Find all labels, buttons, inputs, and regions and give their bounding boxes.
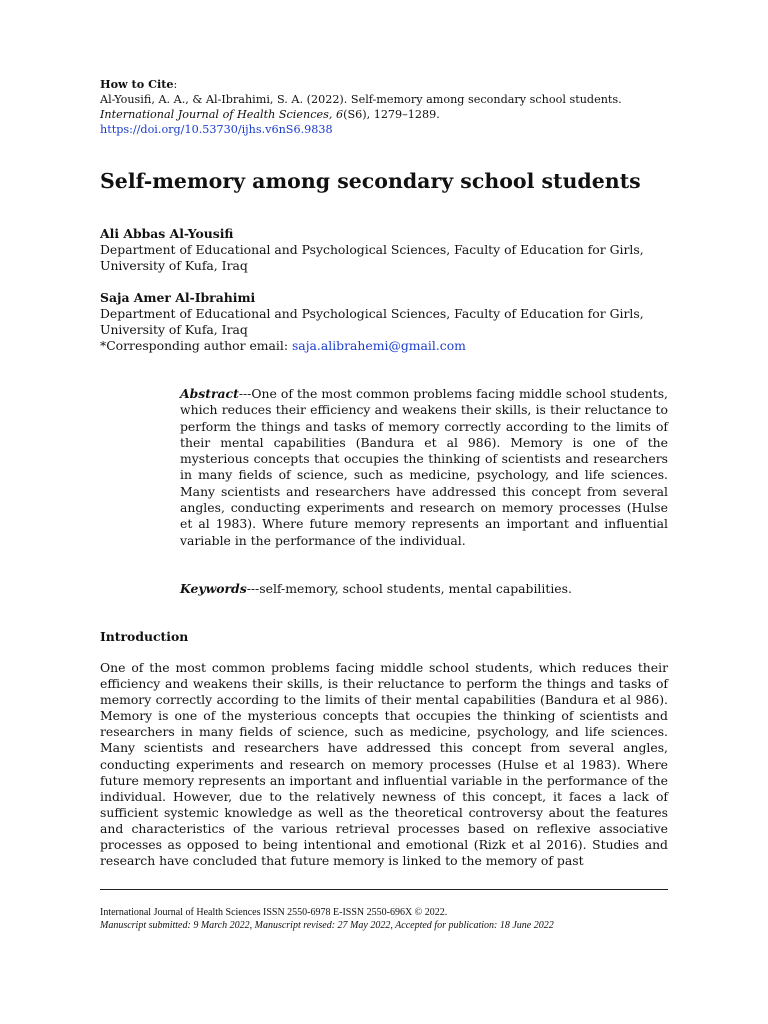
introduction-heading: Introduction: [100, 629, 189, 644]
citation-text: [100, 92, 668, 122]
footer-journal-line: International Journal of Health Sciences ISSN 2550-6978 E-ISSN 2550-696X © 2022.: [100, 907, 448, 918]
email-label: *Corresponding author email:: [100, 338, 292, 353]
abstract: [180, 386, 668, 549]
citation-issue-pages: (S6), 1279–1289.: [343, 108, 440, 121]
email-link[interactable]: saja.alibrahemi@gmail.com: [291, 338, 466, 353]
abstract-label: Abstract: [180, 386, 239, 401]
author-block-2: [100, 290, 670, 354]
keywords-text: ---self-memory, school students, mental capabilities.: [246, 581, 572, 596]
abstract-text: ---One of the most common problems facing middle school students, which reduces their efficiency and weakens their skills, is their reluctance to perform the things and tasks of memory correctly according to the limits of their mental capabilities (Bandura et al 986). Memory is one of the mysterious concepts that occupies the thinking of scientists and researchers in many fields of science, such as medicine, psychology, and life sciences. Many scientists and researchers have addressed this concept from several angles, conducting experiments and research on memory processes (Hulse et al 1983). Where future memory represents an important and influential variable in the performance of the individual.: [180, 386, 668, 548]
footer-dates-line: Manuscript submitted: 9 March 2022, Manuscript revised: 27 May 2022, Accepted for publication: 18 June 2022: [100, 920, 554, 931]
citation-authors-title: Al-Yousifi, A. A., & Al-Ibrahimi, S. A. (2022). Self-memory among secondary school students.: [100, 93, 622, 106]
paper-title: Self-memory among secondary school students: [100, 169, 641, 193]
page-footer: [100, 906, 700, 932]
footer-divider: [100, 889, 668, 890]
corresponding-email-line: [100, 338, 670, 354]
keywords-label: Keywords: [180, 581, 247, 596]
citation-journal: International Journal of Health Sciences, 6: [100, 108, 344, 121]
doi-link[interactable]: https://doi.org/10.53730/ijhs.v6nS6.9838: [100, 123, 333, 136]
author-name: Saja Amer Al-Ibrahimi: [100, 290, 256, 305]
author-block-1: [100, 226, 670, 274]
author-name: Ali Abbas Al-Yousifi: [100, 226, 234, 241]
keywords: [180, 581, 668, 597]
introduction-paragraph: One of the most common problems facing middle school students, which reduces their efficiency and weakens their skills, is their reluctance to perform the things and tasks of memory correctly according to the limits of their mental capabilities (Bandura et al 986). Memory is one of the mysterious concepts that occupies the thinking of scientists and researchers in many fields of science, such as medicine, psychology, and life sciences. Many scientists and researchers have addressed this concept from several angles, conducting experiments and research on memory processes (Hulse et al 1983). Where future memory represents an important and influential variable in the performance of the individual. However, due to the relatively newness of this concept, it faces a lack of sufficient systemic knowledge as well as the theoretical controversy about the features and characteristics of the various retrieval processes based on reflexive associative processes as opposed to being intentional and emotional (Rizk et al 2016). Studies and research have concluded that future memory is linked to the memory of past: [100, 660, 668, 869]
author-affiliation: Department of Educational and Psychological Sciences, Faculty of Education for Girls, University of Kufa, Iraq: [100, 306, 644, 337]
how-to-cite-heading: How to Cite:: [100, 77, 178, 91]
author-affiliation: Department of Educational and Psychological Sciences, Faculty of Education for Girls, University of Kufa, Iraq: [100, 242, 644, 273]
how-to-cite-block: [100, 77, 668, 137]
